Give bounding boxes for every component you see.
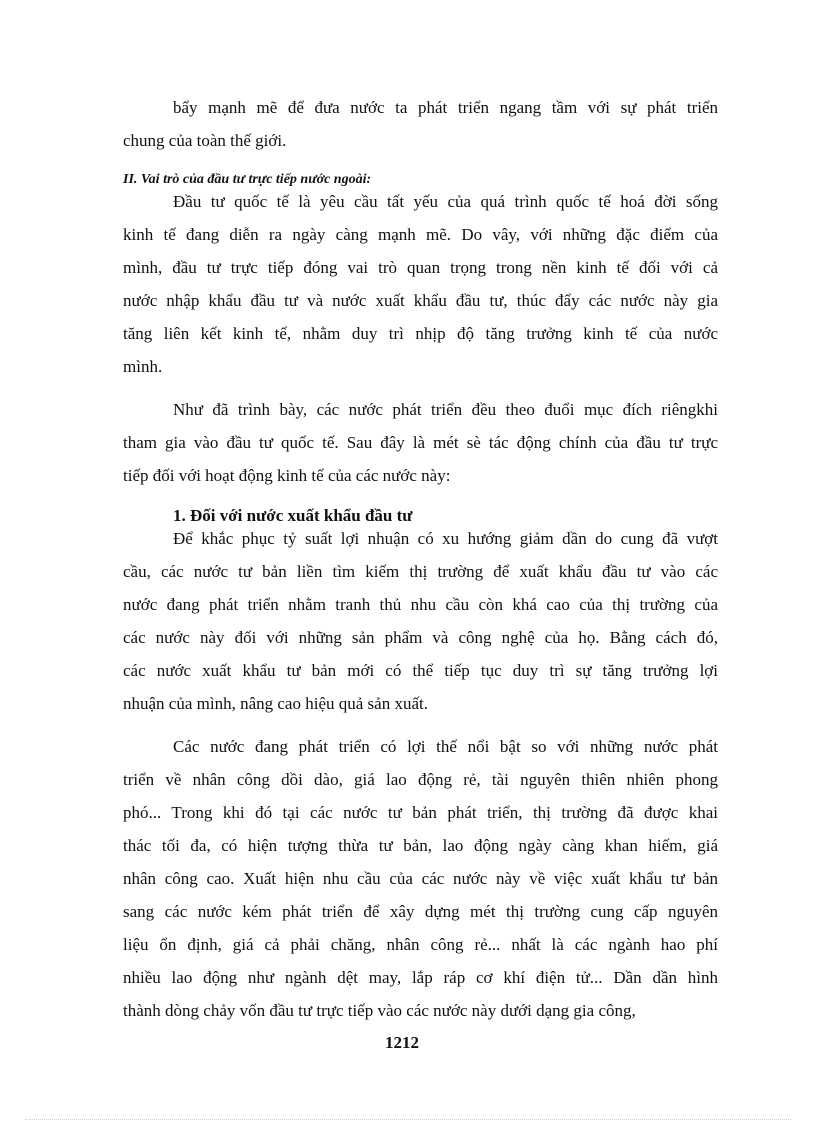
text-line: sang các nước kém phát triển để xây dựng mét thị trường cung cấp nguyên [123, 902, 718, 921]
text-line: nhuận của mình, nâng cao hiệu quả sản xuất. [123, 694, 428, 713]
text-line: chung của toàn thế giới. [123, 131, 287, 150]
text-line: các nước này đối với những sản phẩm và công nghệ của họ. Bằng cách đó, [123, 628, 718, 647]
text-line: mình, đầu tư trực tiếp đóng vai trò quan trọng trong nền kinh tế đối với cả [123, 258, 718, 277]
section-heading: II. Vai trò của đầu tư trực tiếp nước ngoài: [123, 172, 372, 187]
text-line: Như đã trình bày, các nước phát triển đều theo đuổi mục đích riêngkhi [173, 400, 718, 419]
text-line: nhân công cao. Xuất hiện nhu cầu của các nước này về việc xuất khẩu tư bản [123, 869, 718, 888]
text-line: tăng liên kết kinh tế, nhằm duy trì nhịp độ tăng trưởng kinh tế của nước [123, 324, 718, 343]
paragraph-4 [123, 522, 718, 720]
text-line: kinh tế đang diễn ra ngày càng mạnh mẽ. Do vây, với những đặc điểm của [123, 225, 718, 244]
text-line: mình. [123, 357, 163, 376]
text-line: Để khắc phục tỷ suất lợi nhuận có xu hướng giảm dần do cung đã vượt [173, 529, 718, 548]
text-line: thác tối đa, có hiện tượng thừa tư bản, lao động ngày càng khan hiếm, giá [123, 836, 718, 855]
subheading: 1. Đối với nước xuất khẩu đầu tư [173, 506, 413, 525]
text-line: Đầu tư quốc tế là yêu cầu tất yếu của quá trình quốc tế hoá đời sống [173, 192, 718, 211]
paragraph-2 [123, 185, 718, 383]
text-line: nước đang phát triển nhằm tranh thủ nhu cầu còn khá cao của thị trường của [123, 595, 718, 614]
text-line: thành dòng chảy vốn đầu tư trực tiếp vào các nước này dưới dạng gia công, [123, 1001, 636, 1020]
paragraph-1 [123, 91, 718, 157]
paragraph-3 [123, 393, 718, 492]
text-line: tiếp đối với hoạt động kinh tế của các nước này: [123, 466, 451, 485]
text-line: nước nhập khẩu đầu tư và nước xuất khẩu đầu tư, thúc đẩy các nước này gia [123, 291, 718, 310]
text-line: bẩy mạnh mẽ để đưa nước ta phát triển ngang tầm với sự phát triển [173, 98, 718, 117]
text-line: phó... Trong khi đó tại các nước tư bản phát triển, thị trường đã được khai [123, 803, 718, 822]
page-number: 1212 [385, 1033, 419, 1052]
text-line: Các nước đang phát triển có lợi thế nổi bật so với những nước phát [173, 737, 718, 756]
text-line: liệu ổn định, giá cả phải chăng, nhân công rẻ... nhất là các ngành hao phí [123, 935, 718, 954]
text-line: nhiều lao động như ngành dệt may, lắp ráp cơ khí điện tử... Dần dần hình [123, 968, 718, 987]
text-line: các nước xuất khẩu tư bản mới có thể tiếp tục duy trì sự tăng trưởng lợi [123, 661, 718, 680]
text-line: tham gia vào đầu tư quốc tế. Sau đây là mét sè tác động chính của đầu tư trực [123, 433, 718, 452]
text-line: triển về nhân công dồi dào, giá lao động rẻ, tài nguyên thiên nhiên phong [123, 770, 718, 789]
text-line: cầu, các nước tư bản liền tìm kiếm thị trường để xuất khẩu đầu tư vào các [123, 562, 718, 581]
page-edge-divider [25, 1119, 791, 1120]
paragraph-5 [123, 730, 718, 1027]
